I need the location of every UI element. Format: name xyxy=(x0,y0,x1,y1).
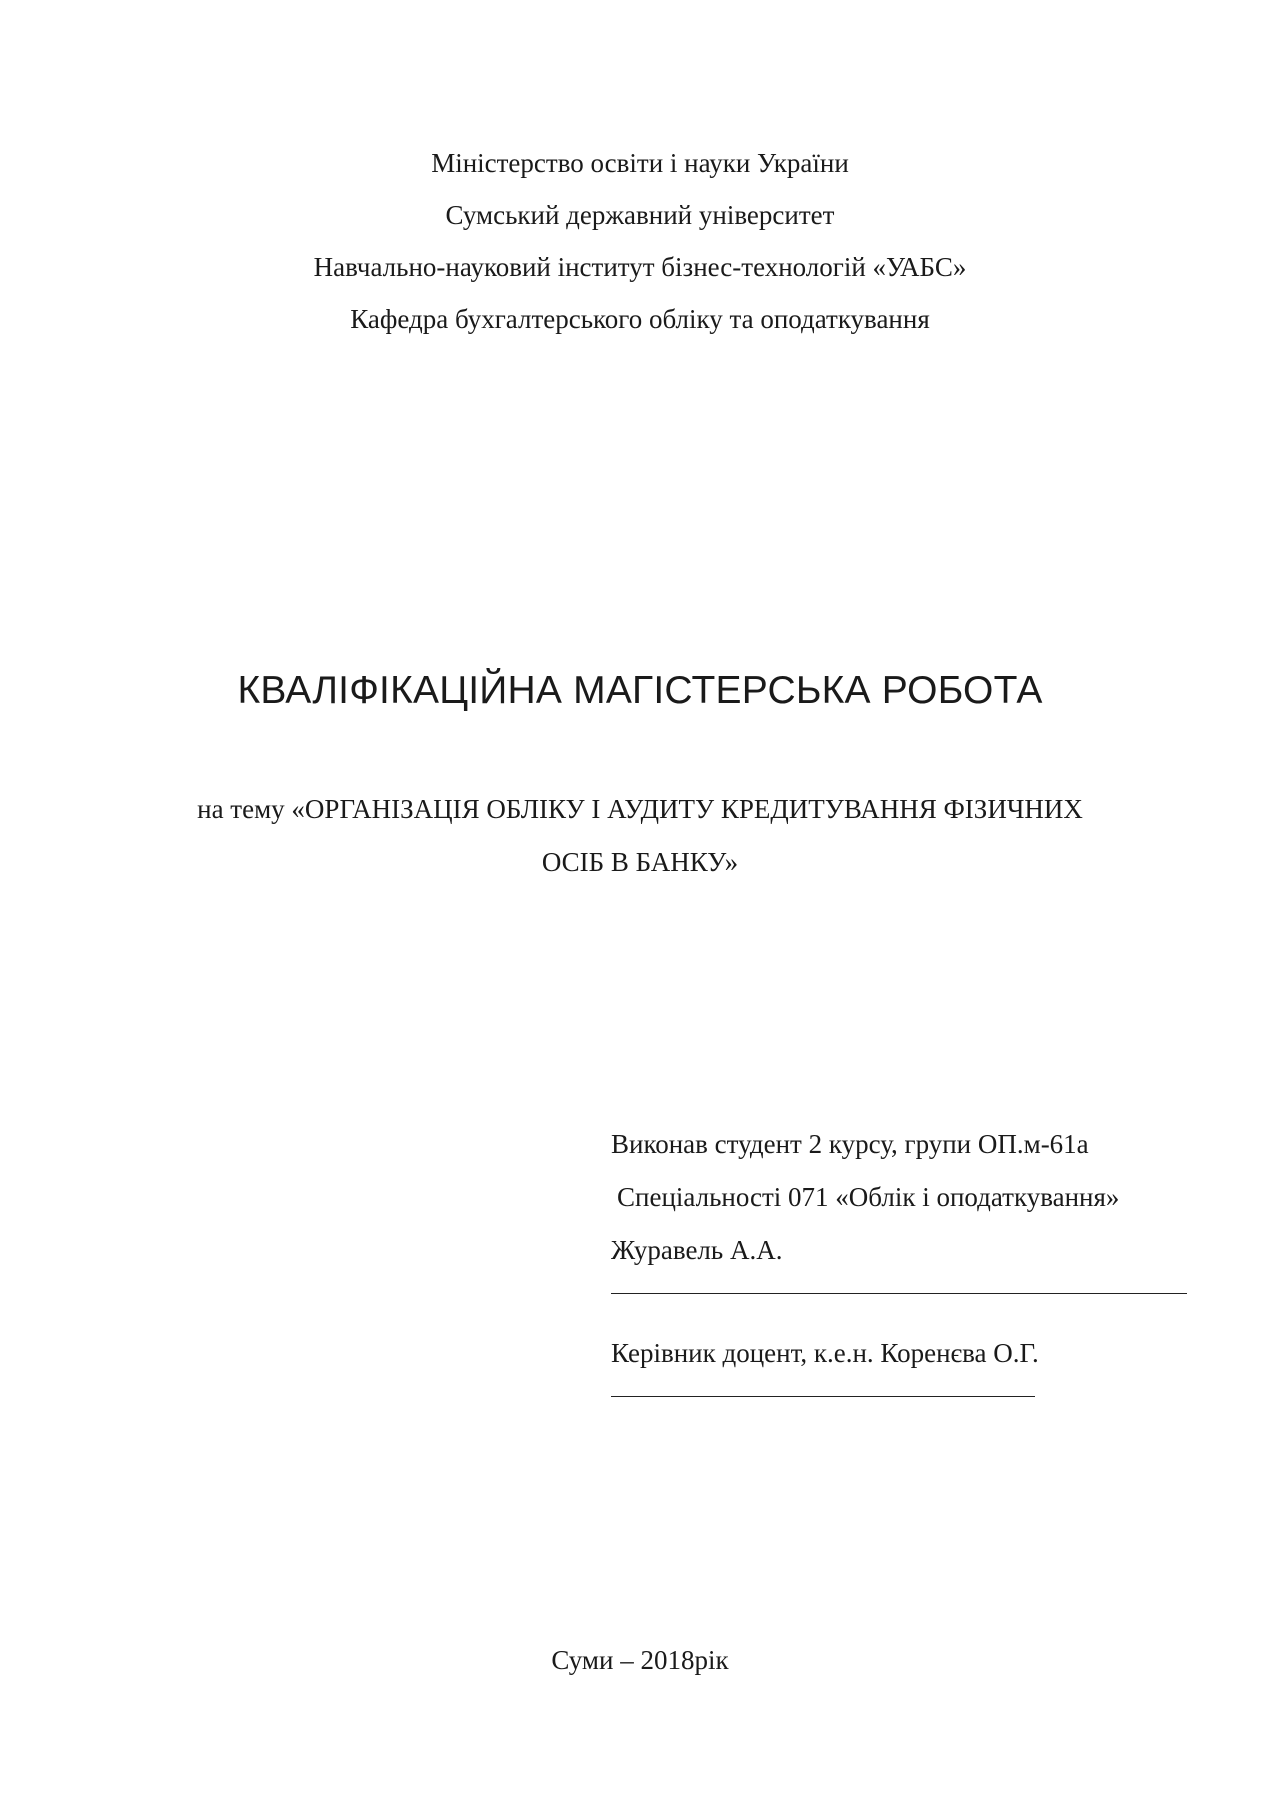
university-line: Сумський державний університет xyxy=(445,200,835,230)
student-signature-line xyxy=(611,1293,1187,1294)
document-title: КВАЛІФІКАЦІЙНА МАГІСТЕРСЬКА РОБОТА xyxy=(237,669,1043,712)
supervisor-signature-line xyxy=(611,1396,1035,1397)
department-line: Кафедра бухгалтерського обліку та оподаткування xyxy=(350,304,930,334)
ministry-line: Міністерство освіти і науки України xyxy=(431,148,849,178)
topic-line-2: ОСІБ В БАНКУ» xyxy=(541,847,739,877)
supervisor-line: Керівник доцент, к.е.н. Коренєва О.Г. xyxy=(611,1338,1039,1368)
institute-line: Навчально-науковий інститут бізнес-технологій «УАБС» xyxy=(313,252,967,282)
performed-by-line: Виконав студент 2 курсу, групи ОП.м-61а xyxy=(611,1129,1089,1159)
student-name: Журавель А.А. xyxy=(611,1235,783,1265)
topic-line-1: на тему «ОРГАНІЗАЦІЯ ОБЛІКУ І АУДИТУ КРЕДИТУВАННЯ ФІЗИЧНИХ xyxy=(197,794,1083,824)
specialty-line: Спеціальності 071 «Облік і оподаткування» xyxy=(617,1182,1120,1212)
city-year-line: Суми – 2018рік xyxy=(551,1645,729,1675)
